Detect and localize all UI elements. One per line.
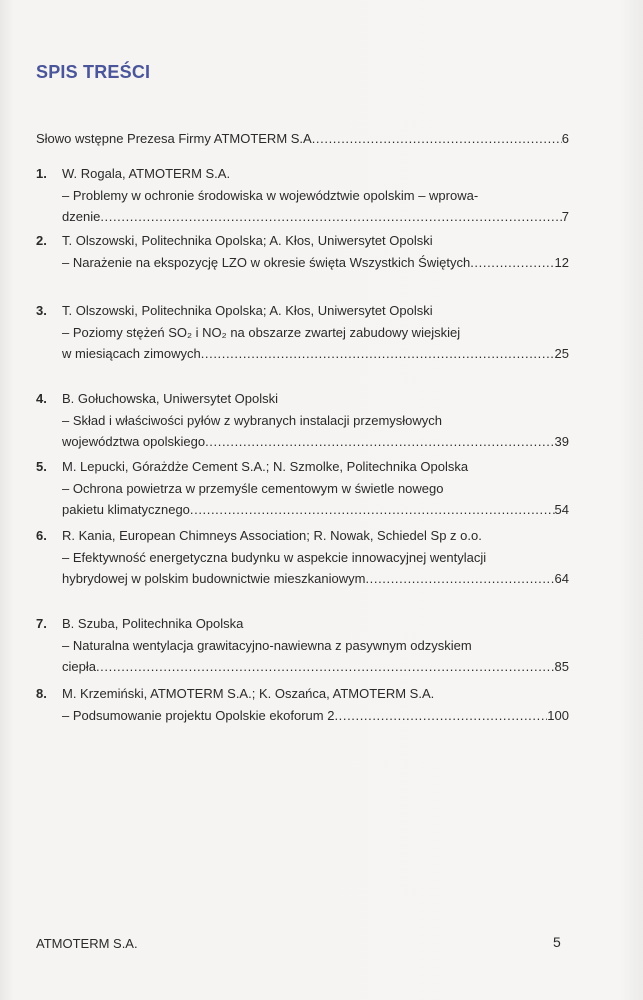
toc-entry-title-line: w miesiącach zimowych [62,346,201,361]
toc-entry-title-line: – Ochrona powietrza w przemyśle cementowym w świetle nowego [62,480,444,496]
toc-entry-last-line [62,431,569,453]
page-title: SPIS TREŚCI [36,62,151,82]
toc-entry-title-line: – Poziomy stężeń SO₂ i NO₂ na obszarze zwartej zabudowy wiejskiej [62,324,461,340]
footer-page-number: 5 [553,934,561,950]
toc-entry-body [62,388,569,453]
leader-dots [205,431,554,453]
toc-entry-authors: B. Gołuchowska, Uniwersytet Opolski [62,391,279,406]
toc-entry-body [62,230,569,273]
toc-page-number: 6 [561,131,569,146]
toc-entry[interactable] [36,300,569,365]
toc-intro-entry[interactable] [36,129,569,149]
toc-entry-body [62,525,569,590]
toc-page-number: 85 [554,659,569,674]
toc-entry-number: 2. [36,233,47,248]
toc-entry-authors: R. Kania, European Chimneys Association; R. Nowak, Schiedel Sp z o.o. [62,528,482,543]
toc-entry-title-line: – Efektywność energetyczna budynku w aspekcie innowacyjnej wentylacji [62,549,487,565]
toc-entry-title-line: hybrydowej w polskim budownictwie mieszkaniowym [62,571,366,586]
toc-entry-title-line: ciepła [62,659,96,674]
toc-entry-body [62,683,569,726]
leader-dots [190,499,555,521]
toc-entry-authors: M. Krzemiński, ATMOTERM S.A.; K. Oszańca, ATMOTERM S.A. [62,686,435,701]
toc-entry[interactable] [36,456,569,521]
toc-entry-number: 8. [36,686,47,701]
toc-entry[interactable] [36,525,569,590]
toc-page-number: 12 [554,254,569,270]
toc-entry-number: 6. [36,528,47,543]
toc-page-number: 7 [561,209,569,224]
toc-entry-title-line: pakietu klimatycznego [62,502,190,517]
toc-entry-title-line: – Naturalna wentylacja grawitacyjno-nawiewna z pasywnym odzyskiem [62,637,472,653]
toc-entry-title-line: – Problemy w ochronie środowiska w województwie opolskim – wprowa- [62,187,479,203]
toc-entry-last-line [62,206,569,228]
toc-entry-body [62,300,569,365]
toc-page-number: 100 [547,707,569,723]
toc-entry-body [62,456,569,521]
toc-entry-authors: W. Rogala, ATMOTERM S.A. [62,166,231,181]
leader-dots [470,252,554,274]
toc-entry-last-line [62,343,569,365]
toc-entry-last-line [62,252,569,274]
leader-dots [365,568,554,590]
toc-entry[interactable] [36,163,569,228]
toc-entry-authors: T. Olszowski, Politechnika Opolska; A. Kłos, Uniwersytet Opolski [62,303,433,318]
footer-publisher: ATMOTERM S.A. [36,936,138,951]
toc-entry-title-line: – Narażenie na ekspozycję LZO w okresie święta Wszystkich Świętych [62,254,471,270]
toc-entry-number: 1. [36,166,47,181]
toc-entry[interactable] [36,388,569,453]
toc-entry[interactable] [36,683,569,726]
toc-page-number: 25 [554,346,569,361]
toc-entry-number: 7. [36,616,47,631]
toc-entry-title-line: – Podsumowanie projektu Opolskie ekoforum 2 [62,707,335,723]
toc-entry-number: 4. [36,391,47,406]
toc-entry-last-line [62,499,569,521]
toc-page-number: 39 [554,434,569,449]
leader-dots [201,343,555,365]
toc-page-number: 64 [554,571,569,586]
toc-entry-last-line [62,568,569,590]
toc-entry-last-line [62,705,569,727]
leader-dots [100,206,561,228]
toc-entry-title: Słowo wstępne Prezesa Firmy ATMOTERM S.A [36,131,312,146]
toc-entry-last-line [62,656,569,678]
toc-entry[interactable] [36,230,569,273]
toc-entry-title-line: dzenie [62,209,101,224]
toc-entry-title-line: województwa opolskiego [62,434,206,449]
toc-page-number: 54 [554,502,569,517]
toc-entry-authors: M. Lepucki, Górażdże Cement S.A.; N. Szmolke, Politechnika Opolska [62,459,469,474]
leader-dots [312,129,562,149]
toc-entry[interactable] [36,613,569,678]
toc-entry-body [62,163,569,228]
leader-dots [96,656,555,678]
toc-entry-title-line: – Skład i właściwości pyłów z wybranych instalacji przemysłowych [62,412,443,428]
toc-entry-number: 3. [36,303,47,318]
toc-entry-body [62,613,569,678]
leader-dots [334,705,547,727]
toc-entry-authors: B. Szuba, Politechnika Opolska [62,616,244,631]
toc-entry-authors: T. Olszowski, Politechnika Opolska; A. Kłos, Uniwersytet Opolski [62,233,433,248]
toc-entry-number: 5. [36,459,47,474]
